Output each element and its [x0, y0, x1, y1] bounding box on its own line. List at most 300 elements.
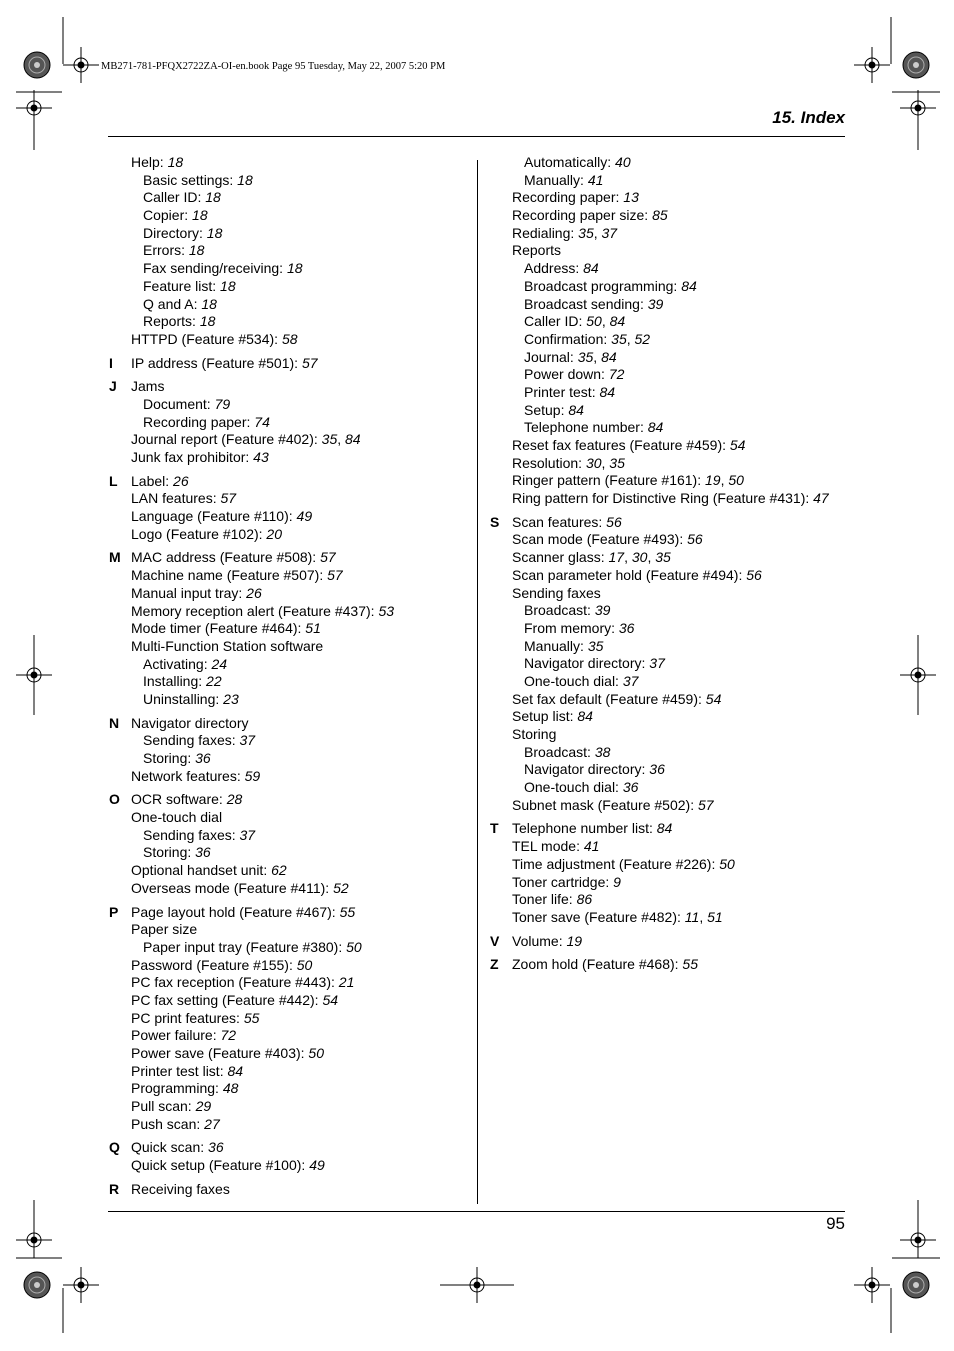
- entry-text: Programming: 48: [131, 1080, 239, 1097]
- index-entry: [109, 355, 469, 373]
- page-reference[interactable]: 43: [253, 449, 269, 465]
- entry-text: Push scan: 27: [131, 1115, 220, 1132]
- section-title: 15. Index: [772, 108, 845, 127]
- index-subentry: [490, 154, 850, 172]
- entry-text: Pull scan: 29: [131, 1098, 212, 1115]
- index-entry: [109, 880, 469, 898]
- page-reference[interactable]: 36: [195, 844, 211, 861]
- index-entry: [109, 1080, 469, 1098]
- entry-text: Scan mode (Feature #493): 56: [512, 531, 703, 548]
- page-reference[interactable]: 85: [652, 207, 668, 224]
- entry-text: Quick setup (Feature #100): 49: [131, 1157, 325, 1174]
- entry-text: Navigator directory: [131, 714, 249, 731]
- page-reference[interactable]: 49: [309, 1157, 325, 1174]
- page-reference[interactable]: 55: [339, 903, 356, 920]
- entry-text: PC print features: 55: [131, 1009, 260, 1026]
- page-reference[interactable]: 36: [618, 619, 635, 636]
- index-entry: [490, 189, 850, 207]
- entry-text: Q and A: 18: [143, 295, 217, 312]
- index-entry: [490, 909, 850, 927]
- index-entry: [109, 585, 469, 603]
- index-letter-group: [109, 715, 469, 786]
- page-reference[interactable]: 37: [239, 826, 256, 843]
- page-reference[interactable]: 86: [576, 891, 593, 908]
- page-reference[interactable]: 84: [577, 708, 593, 725]
- page-reference[interactable]: 72: [608, 366, 625, 383]
- index-subentry: [109, 844, 469, 862]
- page-reference[interactable]: 50: [296, 956, 313, 973]
- entry-text: Set fax default (Feature #459): 54: [512, 690, 722, 707]
- entry-text: Password (Feature #155): 50: [131, 956, 313, 973]
- page-reference[interactable]: 35: [577, 348, 594, 365]
- index-subentry: [490, 313, 850, 331]
- page-reference[interactable]: 37: [622, 672, 639, 689]
- index-entry: [109, 862, 469, 880]
- page-reference[interactable]: 72: [220, 1027, 237, 1044]
- entry-text: From memory: 36: [524, 619, 635, 636]
- page-reference[interactable]: 22: [206, 673, 222, 690]
- entry-text: Reports: 18: [143, 313, 216, 330]
- index-letter: J: [109, 378, 117, 395]
- index-subentry: [109, 732, 469, 750]
- page-reference[interactable]: 11: [684, 908, 700, 925]
- index-entry: [109, 603, 469, 621]
- index-entry: [490, 514, 850, 532]
- entry-text: One-touch dial: 37: [524, 672, 639, 689]
- page-reference[interactable]: 35: [587, 637, 604, 654]
- index-entry: [490, 856, 850, 874]
- index-left-column: [109, 154, 469, 1205]
- index-subentry: [109, 172, 469, 190]
- entry-text: Recording paper size: 85: [512, 207, 668, 224]
- page-reference[interactable]: 51: [305, 620, 321, 637]
- entry-text: Journal report (Feature #402): 35, 84: [131, 431, 361, 448]
- page-reference[interactable]: 18: [199, 313, 216, 330]
- entry-text: Broadcast: 38: [524, 743, 611, 760]
- index-subentry: [109, 750, 469, 768]
- index-subentry: [109, 673, 469, 691]
- entry-text: Sending faxes: [512, 584, 601, 601]
- index-entry: [109, 378, 469, 396]
- entry-text: Storing: 36: [143, 750, 211, 766]
- entry-text: Power down: 72: [524, 366, 625, 383]
- page-reference[interactable]: 18: [188, 242, 205, 259]
- index-subentry: [490, 366, 850, 384]
- page-reference[interactable]: 84: [609, 313, 626, 330]
- index-entry: [109, 904, 469, 922]
- index-entry: [490, 472, 850, 490]
- index-entry: [490, 726, 850, 744]
- index-letter-group: [109, 904, 469, 1134]
- page-reference[interactable]: 74: [254, 413, 270, 430]
- index-entry: [490, 797, 850, 815]
- index-entry: [490, 820, 850, 838]
- index-letter-group: [109, 154, 469, 349]
- page-reference[interactable]: 36: [208, 1139, 224, 1156]
- page-reference[interactable]: 24: [211, 655, 228, 672]
- index-subentry: [490, 402, 850, 420]
- entry-text: HTTPD (Feature #534): 58: [131, 330, 298, 347]
- footer-rule: [108, 1211, 845, 1212]
- entry-text: Logo (Feature #102): 20: [131, 525, 282, 542]
- entry-text: Printer test list: 84: [131, 1062, 244, 1079]
- book-file-info: MB271-781-PFQX2722ZA-OI-en.book Page 95 Tuesday, May 22, 2007 5:20 PM: [101, 61, 446, 72]
- entry-text: Automatically: 40: [524, 154, 631, 170]
- page-reference[interactable]: 57: [320, 549, 336, 566]
- entry-text: Redialing: 35, 37: [512, 224, 618, 241]
- page-reference[interactable]: 54: [729, 437, 746, 453]
- page-reference[interactable]: 84: [601, 348, 617, 365]
- index-entry: [490, 437, 850, 455]
- entry-text: Ring pattern for Distinctive Ring (Feature #431): 47: [512, 490, 829, 507]
- index-subentry: [109, 656, 469, 674]
- entry-text: Page layout hold (Feature #467): 55: [131, 903, 356, 920]
- page-reference[interactable]: 57: [327, 567, 343, 584]
- index-subentry: [109, 939, 469, 957]
- entry-text: Printer test: 84: [524, 383, 616, 400]
- entry-text: Scan parameter hold (Feature #494): 56: [512, 566, 762, 583]
- index-subentry: [109, 414, 469, 432]
- page-reference[interactable]: 84: [681, 277, 697, 294]
- entry-text: Network features: 59: [131, 767, 261, 784]
- index-entry: [490, 490, 850, 508]
- entry-text: Manually: 35: [524, 637, 604, 654]
- index-subentry: [109, 242, 469, 260]
- page-reference[interactable]: 40: [615, 154, 631, 170]
- page-reference[interactable]: 18: [237, 171, 253, 188]
- index-subentry: [109, 396, 469, 414]
- index-subentry: [109, 189, 469, 207]
- entry-text: Confirmation: 35, 52: [524, 330, 651, 347]
- index-subentry: [490, 278, 850, 296]
- index-entry: [109, 331, 469, 349]
- entry-text: Ringer pattern (Feature #161): 19, 50: [512, 472, 744, 489]
- index-letter: L: [109, 472, 118, 489]
- index-letter: S: [490, 513, 500, 530]
- entry-text: Sending faxes: 37: [143, 826, 256, 843]
- page-reference[interactable]: 41: [587, 171, 604, 188]
- index-subentry: [490, 419, 850, 437]
- index-entry: [109, 549, 469, 567]
- index-subentry: [109, 207, 469, 225]
- page-reference[interactable]: 54: [322, 991, 339, 1008]
- entry-text: Broadcast programming: 84: [524, 277, 697, 294]
- index-entry: [490, 567, 850, 585]
- index-letter-group: [109, 355, 469, 373]
- entry-text: Activating: 24: [143, 655, 228, 672]
- entry-text: Recording paper: 13: [512, 189, 639, 206]
- index-letter-group: [490, 933, 850, 951]
- index-letter-group: [109, 791, 469, 897]
- index-letter: O: [109, 791, 120, 808]
- page-reference[interactable]: 30: [631, 549, 648, 566]
- index-subentry: [109, 225, 469, 243]
- page-reference[interactable]: 18: [220, 277, 236, 294]
- index-entry: [109, 567, 469, 585]
- entry-text: Resolution: 30, 35: [512, 454, 625, 471]
- page-reference[interactable]: 37: [601, 224, 618, 241]
- page-reference[interactable]: 18: [206, 224, 223, 241]
- index-entry: [490, 956, 850, 974]
- page-reference[interactable]: 23: [223, 690, 239, 707]
- index-subentry: [490, 172, 850, 190]
- page-reference[interactable]: 57: [698, 796, 714, 813]
- index-letter-group: [490, 956, 850, 974]
- index-entry: [109, 1010, 469, 1028]
- page-reference[interactable]: 47: [813, 490, 829, 507]
- index-entry: [490, 691, 850, 709]
- page-reference[interactable]: 28: [226, 791, 243, 808]
- entry-text: Paper input tray (Feature #380): 50: [143, 938, 362, 955]
- index-entry: [109, 638, 469, 656]
- page-reference[interactable]: 50: [586, 313, 602, 330]
- entry-text: Scan features: 56: [512, 513, 622, 530]
- entry-text: Telephone number: 84: [524, 419, 664, 436]
- page-reference[interactable]: 35: [609, 454, 625, 471]
- index-subentry: [490, 638, 850, 656]
- page-reference[interactable]: 26: [173, 472, 189, 489]
- page-reference[interactable]: 55: [243, 1009, 260, 1026]
- page-reference[interactable]: 50: [346, 938, 362, 955]
- index-entry: [109, 1181, 469, 1199]
- index-letter-group: [109, 378, 469, 466]
- page-reference[interactable]: 84: [227, 1062, 244, 1079]
- page-reference[interactable]: 18: [205, 189, 221, 206]
- entry-text: Power failure: 72: [131, 1027, 237, 1044]
- page-reference[interactable]: 37: [649, 655, 665, 672]
- entry-text: Directory: 18: [143, 224, 223, 241]
- index-entry: [490, 549, 850, 567]
- page-number: 95: [826, 1214, 845, 1233]
- page-reference[interactable]: 84: [583, 260, 599, 277]
- index-subentry: [490, 744, 850, 762]
- entry-text: Overseas mode (Feature #411): 52: [131, 879, 349, 896]
- index-entry: [490, 838, 850, 856]
- index-entry: [109, 1045, 469, 1063]
- index-entry: [109, 791, 469, 809]
- page-reference[interactable]: 49: [296, 508, 313, 525]
- page-reference[interactable]: 48: [222, 1080, 239, 1097]
- page-reference[interactable]: 52: [333, 879, 349, 896]
- entry-text: Jams: [131, 378, 165, 395]
- index-entry: [490, 585, 850, 603]
- entry-text: PC fax setting (Feature #442): 54: [131, 991, 339, 1008]
- entry-text: Language (Feature #110): 49: [131, 508, 313, 525]
- entry-text: Mode timer (Feature #464): 51: [131, 620, 321, 637]
- entry-text: Document: 79: [143, 395, 231, 412]
- page-reference[interactable]: 50: [728, 472, 744, 489]
- entry-text: TEL mode: 41: [512, 838, 600, 855]
- page-reference[interactable]: 53: [378, 602, 395, 619]
- page-reference[interactable]: 19: [566, 932, 583, 949]
- entry-text: Multi-Function Station software: [131, 637, 324, 654]
- entry-text: Junk fax prohibitor: 43: [131, 449, 269, 465]
- page-reference[interactable]: 19: [705, 472, 721, 489]
- index-subentry: [490, 296, 850, 314]
- index-entry: [109, 1157, 469, 1175]
- index-entry: [490, 891, 850, 909]
- entry-text: Setup list: 84: [512, 708, 593, 725]
- page-reference[interactable]: 18: [286, 260, 303, 277]
- page-reference[interactable]: 55: [682, 956, 698, 973]
- index-subentry: [109, 691, 469, 709]
- entry-text: Copier: 18: [143, 207, 208, 224]
- page-reference[interactable]: 56: [687, 531, 703, 548]
- index-entry: [490, 225, 850, 243]
- page-reference[interactable]: 38: [594, 743, 611, 760]
- page-reference[interactable]: 26: [246, 584, 262, 601]
- index-letter: T: [490, 820, 499, 837]
- entry-text: Receiving faxes: [131, 1180, 230, 1197]
- entry-text: IP address (Feature #501): 57: [131, 354, 318, 371]
- entry-text: Navigator directory: 37: [524, 655, 665, 672]
- page-reference[interactable]: 17: [608, 549, 625, 566]
- index-entry: [109, 957, 469, 975]
- page-reference[interactable]: 56: [746, 566, 762, 583]
- entry-text: Feature list: 18: [143, 277, 236, 294]
- entry-text: Machine name (Feature #507): 57: [131, 567, 343, 584]
- index-letter: N: [109, 714, 120, 731]
- page-reference[interactable]: 13: [623, 189, 639, 206]
- entry-text: Errors: 18: [143, 242, 205, 259]
- entry-text: One-touch dial: 36: [524, 779, 639, 796]
- page-reference[interactable]: 84: [345, 431, 361, 448]
- entry-text: Storing: [512, 726, 557, 742]
- index-subentry: [109, 313, 469, 331]
- index-subentry: [490, 384, 850, 402]
- page-reference[interactable]: 52: [634, 330, 651, 347]
- entry-text: Manually: 41: [524, 171, 604, 188]
- entry-text: Journal: 35, 84: [524, 348, 617, 365]
- page-reference[interactable]: 18: [201, 295, 217, 312]
- page-reference[interactable]: 58: [281, 330, 298, 347]
- index-entry: [490, 207, 850, 225]
- entry-text: Telephone number list: 84: [512, 820, 673, 837]
- index-subentry: [109, 827, 469, 845]
- index-entry: [490, 874, 850, 892]
- page-reference[interactable]: 29: [195, 1098, 212, 1115]
- entry-text: Optional handset unit: 62: [131, 862, 287, 879]
- page-reference[interactable]: 57: [301, 354, 318, 371]
- entry-text: Manual input tray: 26: [131, 584, 262, 601]
- entry-text: PC fax reception (Feature #443): 21: [131, 974, 355, 991]
- page-reference[interactable]: 37: [239, 732, 256, 749]
- page-reference[interactable]: 50: [719, 855, 735, 872]
- index-entry: [109, 1098, 469, 1116]
- entry-text: Paper size: [131, 921, 198, 938]
- page-reference[interactable]: 50: [308, 1045, 324, 1061]
- page-reference[interactable]: 59: [244, 767, 261, 784]
- index-letter-group: [490, 820, 850, 926]
- page-reference[interactable]: 35: [655, 549, 671, 566]
- entry-text: Storing: 36: [143, 844, 211, 861]
- page-reference[interactable]: 35: [611, 330, 627, 347]
- entry-text: Toner save (Feature #482): 11, 51: [512, 908, 723, 925]
- page-reference[interactable]: 35: [321, 431, 338, 448]
- entry-text: Navigator directory: 36: [524, 761, 665, 778]
- page-reference[interactable]: 18: [167, 154, 184, 170]
- index-entry: [109, 473, 469, 491]
- index-subentry: [490, 620, 850, 638]
- index-entry: [109, 431, 469, 449]
- page-reference[interactable]: 41: [583, 838, 600, 855]
- entry-text: Reports: [512, 242, 562, 259]
- index-letter: P: [109, 903, 119, 920]
- page-reference[interactable]: 35: [578, 224, 594, 241]
- index-entry: [490, 531, 850, 549]
- index-right-column: [490, 154, 850, 980]
- index-entry: [490, 708, 850, 726]
- entry-text: Scanner glass: 17, 30, 35: [512, 549, 671, 566]
- entry-text: Uninstalling: 23: [143, 690, 239, 707]
- page-reference[interactable]: 84: [647, 419, 664, 436]
- index-letter: V: [490, 932, 500, 949]
- page-reference[interactable]: 18: [192, 207, 208, 224]
- index-entry: [109, 921, 469, 939]
- entry-text: Time adjustment (Feature #226): 50: [512, 855, 735, 872]
- page-reference[interactable]: 30: [585, 454, 602, 471]
- index-entry: [109, 154, 469, 172]
- index-entry: [109, 809, 469, 827]
- index-subentry: [490, 761, 850, 779]
- index-letter-group: [109, 1181, 469, 1199]
- page-reference[interactable]: 21: [338, 974, 355, 991]
- page-reference[interactable]: 36: [195, 750, 211, 766]
- index-entry: [490, 242, 850, 260]
- entry-text: Address: 84: [524, 260, 599, 277]
- entry-text: OCR software: 28: [131, 791, 243, 808]
- page-reference[interactable]: 84: [599, 383, 616, 400]
- entry-text: Subnet mask (Feature #502): 57: [512, 796, 714, 813]
- page-reference[interactable]: 54: [705, 690, 722, 707]
- page-reference[interactable]: 36: [622, 779, 639, 796]
- entry-text: Volume: 19: [512, 932, 583, 949]
- entry-text: Power save (Feature #403): 50: [131, 1045, 324, 1061]
- page-reference[interactable]: 79: [214, 395, 231, 412]
- entry-text: MAC address (Feature #508): 57: [131, 549, 336, 566]
- index-letter: M: [109, 549, 121, 566]
- page-reference[interactable]: 39: [594, 602, 611, 619]
- index-letter-group: [490, 514, 850, 815]
- index-subentry: [490, 602, 850, 620]
- index-entry: [109, 1027, 469, 1045]
- header-rule: [108, 136, 845, 137]
- page-reference[interactable]: 56: [606, 513, 622, 530]
- page-reference[interactable]: 9: [613, 873, 621, 890]
- entry-text: Quick scan: 36: [131, 1139, 224, 1156]
- entry-text: Basic settings: 18: [143, 171, 253, 188]
- page-reference[interactable]: 36: [649, 761, 665, 778]
- page-reference[interactable]: 84: [568, 401, 584, 418]
- index-entry: [109, 449, 469, 467]
- page-reference[interactable]: 51: [707, 908, 723, 925]
- index-subentry: [490, 331, 850, 349]
- page-reference[interactable]: 20: [266, 525, 282, 542]
- entry-text: Broadcast: 39: [524, 602, 611, 619]
- index-entry: [109, 620, 469, 638]
- index-entry: [490, 455, 850, 473]
- index-entry: [109, 1063, 469, 1081]
- entry-text: Toner cartridge: 9: [512, 873, 621, 890]
- page-reference[interactable]: 84: [656, 820, 673, 837]
- page-reference[interactable]: 39: [647, 295, 664, 312]
- entry-text: Caller ID: 18: [143, 189, 221, 206]
- page-reference[interactable]: 62: [271, 862, 287, 879]
- index-letter-group: [109, 549, 469, 708]
- page-reference[interactable]: 57: [220, 490, 237, 507]
- entry-text: Help: 18: [131, 154, 184, 170]
- page-reference[interactable]: 27: [204, 1115, 220, 1132]
